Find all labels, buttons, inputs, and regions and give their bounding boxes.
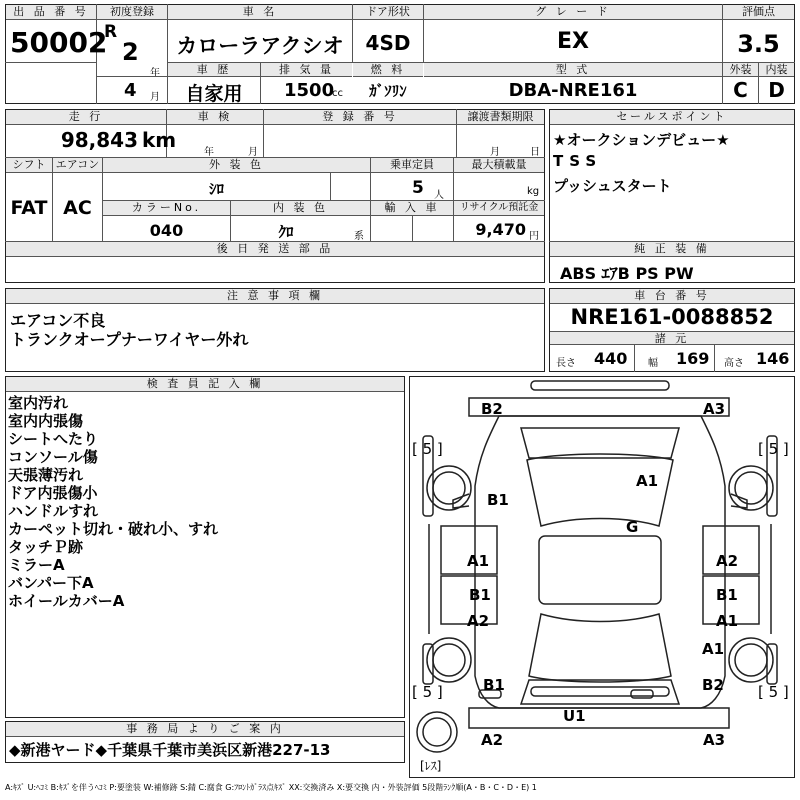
int-color-unit: 系 bbox=[354, 231, 364, 242]
specs-header: 諸 元 bbox=[550, 331, 794, 345]
inspector-notes bbox=[8, 394, 218, 610]
inspector-item: ドア内張傷小 bbox=[8, 484, 98, 502]
inspector-item: カーペット切れ・破れ小、すれ bbox=[8, 520, 219, 538]
note-item: トランクオープナーワイヤー外れ bbox=[10, 330, 249, 349]
inspector-item: シートへたり bbox=[8, 430, 99, 448]
transfer-day-unit: 日 bbox=[530, 147, 540, 158]
load-unit: kg bbox=[527, 186, 540, 197]
car-name: カローラアクシオ bbox=[176, 34, 344, 58]
displacement-header: 排 気 量 bbox=[261, 63, 352, 77]
inspector-item: ミラーA bbox=[8, 556, 65, 574]
int-color: ｸﾛ bbox=[278, 223, 294, 241]
month: 4 bbox=[124, 80, 137, 101]
damage-mark-a1: A1 bbox=[467, 552, 490, 570]
color-no: 040 bbox=[149, 221, 184, 240]
office-header: 事 務 局 よ り ご 案 内 bbox=[6, 722, 404, 737]
damage-mark-b2: B2 bbox=[481, 400, 503, 418]
lot-no-header: 出 品 番 号 bbox=[6, 5, 96, 20]
inspector-item: 室内汚れ bbox=[8, 394, 69, 412]
lot-no: 50002 bbox=[10, 26, 108, 59]
tire-tread-fl: [ 5 ] bbox=[412, 440, 443, 458]
import-header: 輸 入 車 bbox=[371, 201, 453, 216]
height-label: 高さ bbox=[724, 358, 744, 369]
era: R bbox=[104, 22, 118, 42]
score-header: 評価点 bbox=[723, 5, 794, 20]
length-label: 長さ bbox=[556, 358, 576, 369]
year-unit: 年 bbox=[150, 68, 160, 79]
ext-score: C bbox=[733, 78, 748, 102]
era-year: 2 bbox=[122, 38, 139, 66]
note-item: エアコン不良 bbox=[10, 311, 106, 330]
chassis-number: NRE161-0088852 bbox=[570, 305, 774, 329]
recycle-fee: 9,470 bbox=[475, 220, 526, 239]
inspector-item: コンソール傷 bbox=[8, 448, 98, 466]
later-parts-header: 後 日 発 送 部 品 bbox=[6, 242, 544, 257]
insp-year-unit: 年 bbox=[204, 147, 214, 158]
capacity: 5 bbox=[412, 178, 424, 198]
color-no-header: カラーNo. bbox=[103, 201, 230, 216]
inspector-item: 天張薄汚れ bbox=[8, 466, 84, 484]
ext-header: 外装 bbox=[723, 63, 758, 77]
insp-month-unit: 月 bbox=[248, 147, 258, 158]
inspector-item: ハンドルすれ bbox=[8, 502, 99, 520]
length: 440 bbox=[594, 349, 628, 368]
transfer-month-unit: 月 bbox=[490, 147, 500, 158]
tire-tread-fr: [ 5 ] bbox=[758, 440, 789, 458]
damage-mark-a3: A3 bbox=[703, 400, 726, 418]
grade: EX bbox=[557, 29, 589, 54]
damage-mark-u1: U1 bbox=[563, 707, 586, 725]
tire-tread-rr: [ 5 ] bbox=[758, 683, 789, 701]
equipment-header: 純 正 装 備 bbox=[550, 242, 794, 257]
damage-mark-a1: A1 bbox=[716, 612, 739, 630]
inspector-item: 室内内張傷 bbox=[8, 412, 84, 430]
recycle-unit: 円 bbox=[529, 231, 539, 242]
notes-header: 注 意 事 項 欄 bbox=[6, 289, 544, 304]
car-outline bbox=[409, 376, 795, 778]
displacement: 1500 bbox=[284, 80, 335, 101]
damage-mark-b1: B1 bbox=[487, 491, 509, 509]
damage-mark-a2: A2 bbox=[481, 731, 504, 749]
int-header: 内装 bbox=[759, 63, 794, 77]
door-header: ドア形状 bbox=[353, 5, 423, 20]
inspector-item: タッチＰ跡 bbox=[8, 538, 84, 556]
tire-tread-rl: [ 5 ] bbox=[412, 683, 443, 701]
sales-point-item: ★オークションデビュー★ bbox=[553, 131, 730, 149]
legend: A:ｷｽﾞ U:ﾍｺﾐ B:ｷｽﾞを伴うﾍｺﾐ P:要塗装 W:補修跡 S:錆 C:腐食 G:ﾌﾛﾝﾄｶﾞﾗｽ点ｷｽﾞ XX:交換済み X:要交換 内・外装評価 5段階ﾗﾝｸ順(A・B・C・D・E) 1 bbox=[5, 783, 537, 792]
equipment: ABS ｴｱB PS PW bbox=[560, 264, 694, 283]
displacement-unit: cc bbox=[332, 88, 343, 99]
spare-tire-status: [ﾚｽ] bbox=[420, 759, 442, 773]
damage-mark-g: G bbox=[626, 518, 639, 536]
shift-header: シフト bbox=[6, 158, 52, 173]
int-color-header: 内 装 色 bbox=[231, 201, 370, 216]
damage-mark-a2: A2 bbox=[467, 612, 490, 630]
inspector-header: 検 査 員 記 入 欄 bbox=[6, 377, 404, 392]
chassis-header: 車 台 番 号 bbox=[550, 289, 794, 304]
damage-mark-a1: A1 bbox=[702, 640, 725, 658]
damage-mark-a1: A1 bbox=[636, 472, 659, 490]
fuel: ｶﾞｿﾘﾝ bbox=[369, 82, 407, 100]
capacity-header: 乗車定員 bbox=[371, 158, 453, 173]
reg-no-header: 登 録 番 号 bbox=[264, 110, 456, 125]
grade-header: グ レ ー ド bbox=[424, 5, 722, 20]
month-unit: 月 bbox=[150, 92, 160, 103]
sales-points-header: セールスポイント bbox=[550, 110, 794, 125]
damage-mark-a2: A2 bbox=[716, 552, 739, 570]
load-header: 最大積載量 bbox=[454, 158, 544, 173]
damage-mark-b1: B1 bbox=[483, 676, 505, 694]
shift: FAT bbox=[10, 197, 48, 219]
width: 169 bbox=[676, 349, 710, 368]
damage-mark-a3: A3 bbox=[703, 731, 726, 749]
history-header: 車 歴 bbox=[168, 63, 260, 77]
ext-color-header: 外 装 色 bbox=[103, 158, 370, 173]
width-label: 幅 bbox=[648, 358, 658, 369]
fuel-header: 燃 料 bbox=[353, 63, 423, 77]
office-notice: ◆新港ヤード◆千葉県千葉市美浜区新港227-13 bbox=[9, 741, 331, 759]
mileage-unit: km bbox=[142, 128, 177, 152]
int-score: D bbox=[768, 78, 785, 102]
mileage: 98,843 bbox=[60, 128, 138, 152]
mileage-header: 走 行 bbox=[6, 110, 166, 125]
inspector-item: バンパー下A bbox=[8, 574, 94, 592]
recycle-header: リサイクル預託金 bbox=[454, 201, 544, 216]
damage-mark-b1: B1 bbox=[469, 586, 491, 604]
height: 146 bbox=[756, 349, 790, 368]
inspection-header: 車 検 bbox=[167, 110, 263, 125]
inspector-item: ホイールカバーA bbox=[8, 592, 125, 610]
transfer-header: 譲渡書類期限 bbox=[457, 110, 544, 125]
ac-header: エアコン bbox=[53, 158, 102, 173]
damage-mark-b2: B2 bbox=[702, 676, 724, 694]
door-type: 4SD bbox=[365, 31, 411, 55]
air-conditioner: AC bbox=[63, 197, 92, 219]
car-name-header: 車 名 bbox=[168, 5, 352, 20]
score: 3.5 bbox=[737, 30, 780, 58]
model-header: 型 式 bbox=[424, 63, 722, 77]
sales-point-item: TSS bbox=[553, 152, 603, 170]
capacity-unit: 人 bbox=[434, 190, 444, 201]
first-reg-header: 初度登録 bbox=[97, 5, 167, 20]
car-history: 自家用 bbox=[185, 83, 243, 105]
sales-point-item: プッシュスタート bbox=[553, 177, 672, 195]
ext-color: ｼﾛ bbox=[208, 180, 224, 198]
model: DBA-NRE161 bbox=[508, 80, 638, 101]
damage-mark-b1: B1 bbox=[716, 586, 738, 604]
